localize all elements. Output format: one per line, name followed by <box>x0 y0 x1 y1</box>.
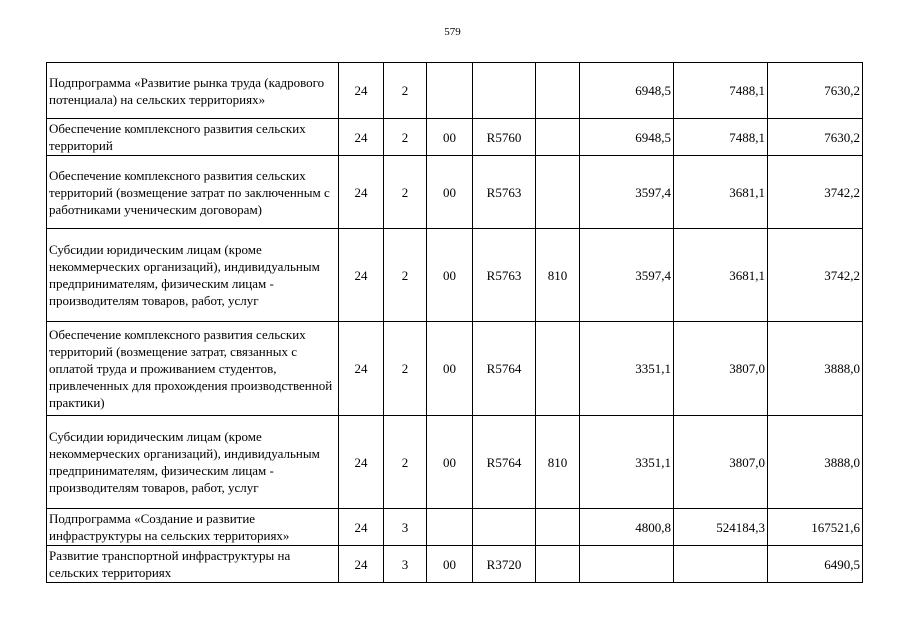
table-row <box>47 416 863 509</box>
main-activity-code: 00 <box>427 119 473 156</box>
table-row <box>47 63 863 119</box>
amount-year-2: 7488,1 <box>674 63 768 119</box>
expense-type-code: 810 <box>536 229 580 322</box>
program-code: 24 <box>339 63 384 119</box>
table-row <box>47 229 863 322</box>
amount-year-3: 7630,2 <box>768 119 863 156</box>
amount-year-1: 6948,5 <box>580 119 674 156</box>
row-name: Обеспечение комплексного развития сельских территорий <box>47 119 339 156</box>
subprogram-code: 3 <box>384 546 427 583</box>
program-code: 24 <box>339 546 384 583</box>
program-code: 24 <box>339 509 384 546</box>
amount-year-1: 3351,1 <box>580 322 674 416</box>
amount-year-3: 3888,0 <box>768 416 863 509</box>
main-activity-code: 00 <box>427 416 473 509</box>
amount-year-2: 7488,1 <box>674 119 768 156</box>
amount-year-2: 3681,1 <box>674 156 768 229</box>
expense-type-code <box>536 509 580 546</box>
amount-year-2: 3681,1 <box>674 229 768 322</box>
direction-code: R5764 <box>473 322 536 416</box>
main-activity-code: 00 <box>427 229 473 322</box>
amount-year-1: 4800,8 <box>580 509 674 546</box>
subprogram-code: 3 <box>384 509 427 546</box>
amount-year-1: 3597,4 <box>580 156 674 229</box>
page-number: 579 <box>444 26 461 38</box>
main-activity-code: 00 <box>427 322 473 416</box>
table-row <box>47 156 863 229</box>
table-row <box>47 546 863 583</box>
expense-type-code <box>536 322 580 416</box>
main-activity-code <box>427 63 473 119</box>
amount-year-1: 3597,4 <box>580 229 674 322</box>
row-name: Субсидии юридическим лицам (кроме некоммерческих организаций), индивидуальным предпринимателям, физическим лицам - производителям товаров, работ, услуг <box>47 229 339 322</box>
direction-code: R5764 <box>473 416 536 509</box>
amount-year-3: 7630,2 <box>768 63 863 119</box>
subprogram-code: 2 <box>384 119 427 156</box>
row-name: Подпрограмма «Создание и развитие инфраструктуры на сельских территориях» <box>47 509 339 546</box>
direction-code <box>473 509 536 546</box>
budget-table <box>46 62 863 583</box>
table-row <box>47 322 863 416</box>
program-code: 24 <box>339 322 384 416</box>
row-name: Обеспечение комплексного развития сельских территорий (возмещение затрат по заключенным с работниками ученическим договорам) <box>47 156 339 229</box>
amount-year-1: 3351,1 <box>580 416 674 509</box>
amount-year-2 <box>674 546 768 583</box>
row-name: Развитие транспортной инфраструктуры на сельских территориях <box>47 546 339 583</box>
direction-code: R5760 <box>473 119 536 156</box>
main-activity-code <box>427 509 473 546</box>
program-code: 24 <box>339 119 384 156</box>
row-name: Обеспечение комплексного развития сельских территорий (возмещение затрат, связанных с оплатой труда и проживанием студентов, привлеченных для прохождения производственной практики) <box>47 322 339 416</box>
program-code: 24 <box>339 229 384 322</box>
subprogram-code: 2 <box>384 416 427 509</box>
row-name: Подпрограмма «Развитие рынка труда (кадрового потенциала) на сельских территориях» <box>47 63 339 119</box>
direction-code <box>473 63 536 119</box>
amount-year-1 <box>580 546 674 583</box>
expense-type-code: 810 <box>536 416 580 509</box>
table-row <box>47 119 863 156</box>
table-row <box>47 509 863 546</box>
subprogram-code: 2 <box>384 156 427 229</box>
amount-year-3: 3888,0 <box>768 322 863 416</box>
subprogram-code: 2 <box>384 229 427 322</box>
expense-type-code <box>536 119 580 156</box>
direction-code: R5763 <box>473 229 536 322</box>
direction-code: R3720 <box>473 546 536 583</box>
main-activity-code: 00 <box>427 156 473 229</box>
expense-type-code <box>536 63 580 119</box>
main-activity-code: 00 <box>427 546 473 583</box>
row-name: Субсидии юридическим лицам (кроме некоммерческих организаций), индивидуальным предпринимателям, физическим лицам - производителям товаров, работ, услуг <box>47 416 339 509</box>
amount-year-2: 3807,0 <box>674 416 768 509</box>
amount-year-3: 3742,2 <box>768 229 863 322</box>
program-code: 24 <box>339 416 384 509</box>
expense-type-code <box>536 546 580 583</box>
subprogram-code: 2 <box>384 63 427 119</box>
amount-year-3: 167521,6 <box>768 509 863 546</box>
amount-year-2: 524184,3 <box>674 509 768 546</box>
amount-year-3: 6490,5 <box>768 546 863 583</box>
amount-year-1: 6948,5 <box>580 63 674 119</box>
amount-year-2: 3807,0 <box>674 322 768 416</box>
subprogram-code: 2 <box>384 322 427 416</box>
amount-year-3: 3742,2 <box>768 156 863 229</box>
direction-code: R5763 <box>473 156 536 229</box>
program-code: 24 <box>339 156 384 229</box>
expense-type-code <box>536 156 580 229</box>
